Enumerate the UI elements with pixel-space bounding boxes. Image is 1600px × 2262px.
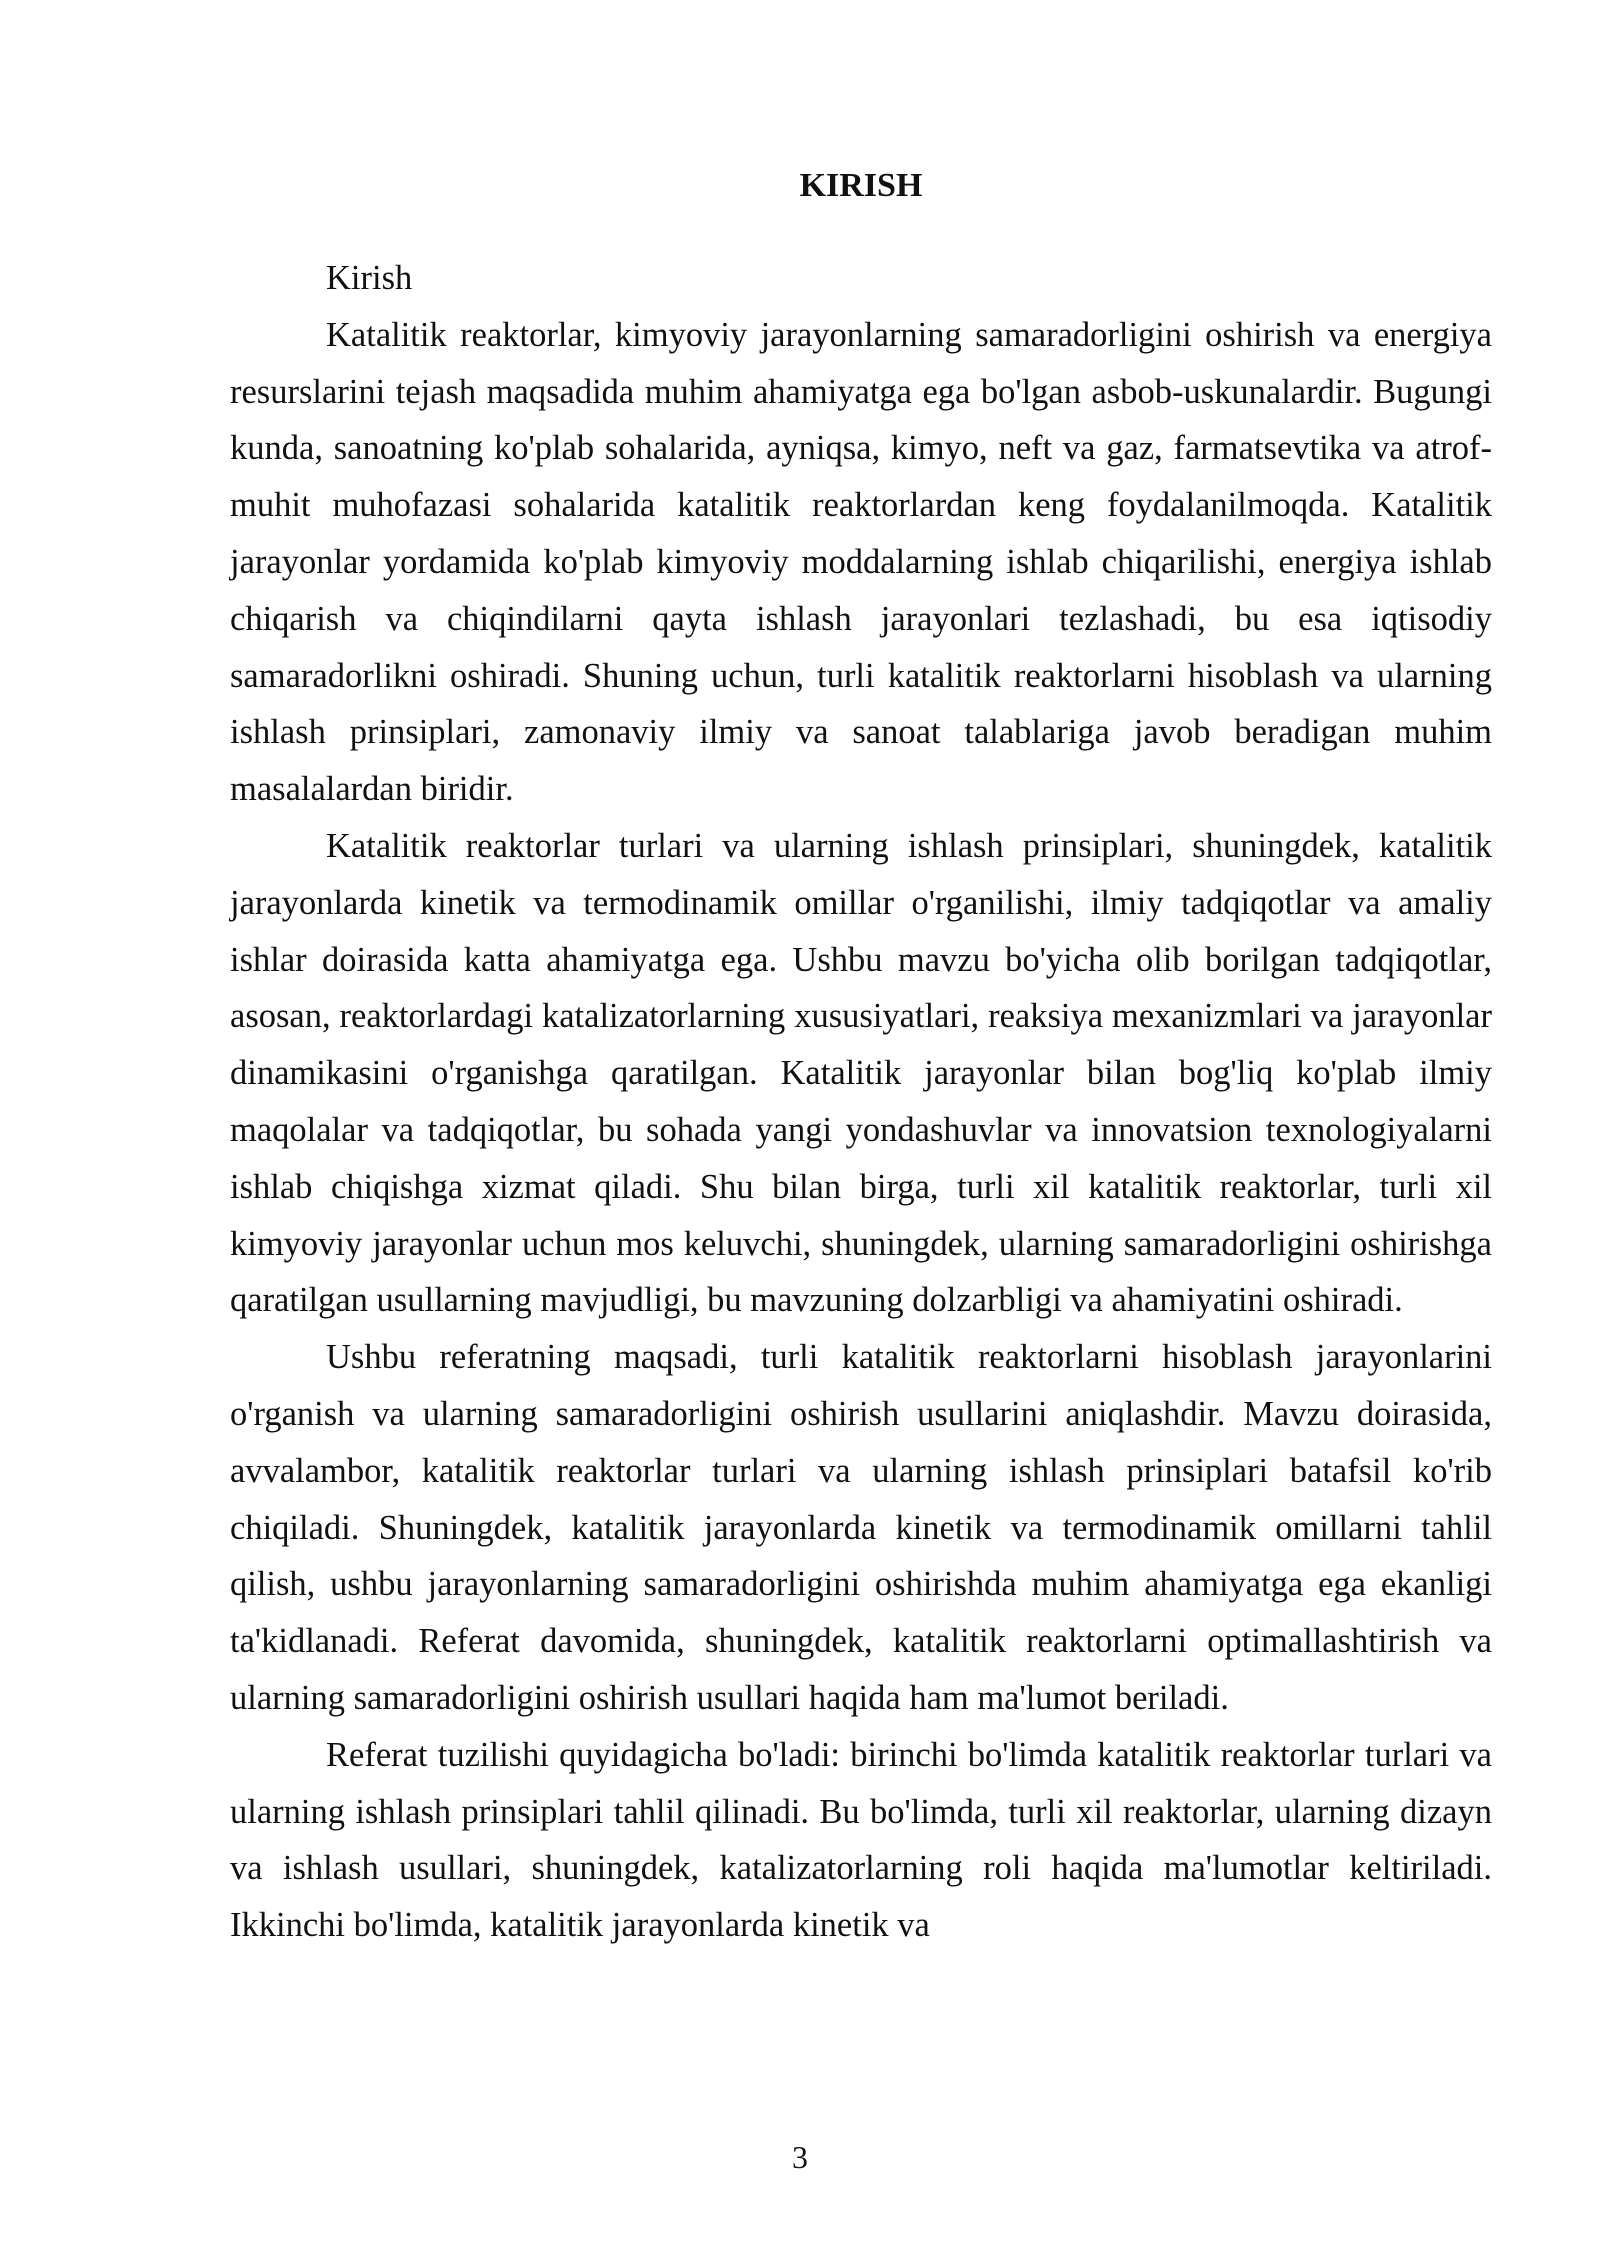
paragraph-1: Katalitik reaktorlar, kimyoviy jarayonlarning samaradorligini oshirish va energiya resurslarini tejash maqsadida muhim ahamiyatga ega bo'lgan asbob-uskunalardir. Bugungi kunda, sanoatning ko'plab sohalarida, ayniqsa, kimyo, neft va gaz, farmatsevtika va atrof-muhit muhofazasi sohalarida katalitik reaktorlardan keng foydalanilmoqda. Katalitik jarayonlar yordamida ko'plab kimyoviy moddalarning ishlab chiqarilishi, energiya ishlab chiqarish va chiqindilarni qayta ishlash jarayonlari tezlashadi, bu esa iqtisodiy samaradorlikni oshiradi. Shuning uchun, turli katalitik reaktorlarni hisoblash va ularning ishlash prinsiplari, zamonaviy ilmiy va sanoat talablariga javob beradigan muhim masalalardan biridir. bbox=[230, 315, 1492, 809]
page-title: KIRISH bbox=[799, 167, 923, 204]
page-number: 3 bbox=[792, 2139, 808, 2175]
body-text bbox=[230, 250, 1492, 1954]
paragraph-2: Katalitik reaktorlar turlari va ularning ishlash prinsiplari, shuningdek, katalitik jarayonlarda kinetik va termodinamik omillar o'rganilishi, ilmiy tadqiqotlar va amaliy ishlar doirasida katta ahamiyatga ega. Ushbu mavzu bo'yicha olib borilgan tadqiqotlar, asosan, reaktorlardagi katalizatorlarning xususiyatlari, reaksiya mexanizmlari va jarayonlar dinamikasini o'rganishga qaratilgan. Katalitik jarayonlar bilan bog'liq ko'plab ilmiy maqolalar va tadqiqotlar, bu sohada yangi yondashuvlar va innovatsion texnologiyalarni ishlab chiqishga xizmat qiladi. Shu bilan birga, turli xil katalitik reaktorlar, turli xil kimyoviy jarayonlar uchun mos keluvchi, shuningdek, ularning samaradorligini oshirishga qaratilgan usullarning mavjudligi, bu mavzuning dolzarbligi va ahamiyatini oshiradi. bbox=[230, 826, 1492, 1320]
section-subheading: Kirish bbox=[326, 259, 413, 297]
paragraph-4: Referat tuzilishi quyidagicha bo'ladi: birinchi bo'limda katalitik reaktorlar turlari va ularning ishlash prinsiplari tahlil qilinadi. Bu bo'limda, turli xil reaktorlar, ularning dizayn va ishlash usullari, shuningdek, katalizatorlarning roli haqida ma'lumotlar keltiriladi. Ikkinchi bo'limda, katalitik jarayonlarda kinetik va bbox=[230, 1735, 1492, 1945]
paragraph-3: Ushbu referatning maqsadi, turli katalitik reaktorlarni hisoblash jarayonlarini o'rganish va ularning samaradorligini oshirish usullarini aniqlashdir. Mavzu doirasida, avvalambor, katalitik reaktorlar turlari va ularning ishlash prinsiplari batafsil ko'rib chiqiladi. Shuningdek, katalitik jarayonlarda kinetik va termodinamik omillarni tahlil qilish, ushbu jarayonlarning samaradorligini oshirishda muhim ahamiyatga ega ekanligi ta'kidlanadi. Referat davomida, shuningdek, katalitik reaktorlarni optimallashtirish va ularning samaradorligini oshirish usullari haqida ham ma'lumot beriladi. bbox=[230, 1338, 1492, 1717]
